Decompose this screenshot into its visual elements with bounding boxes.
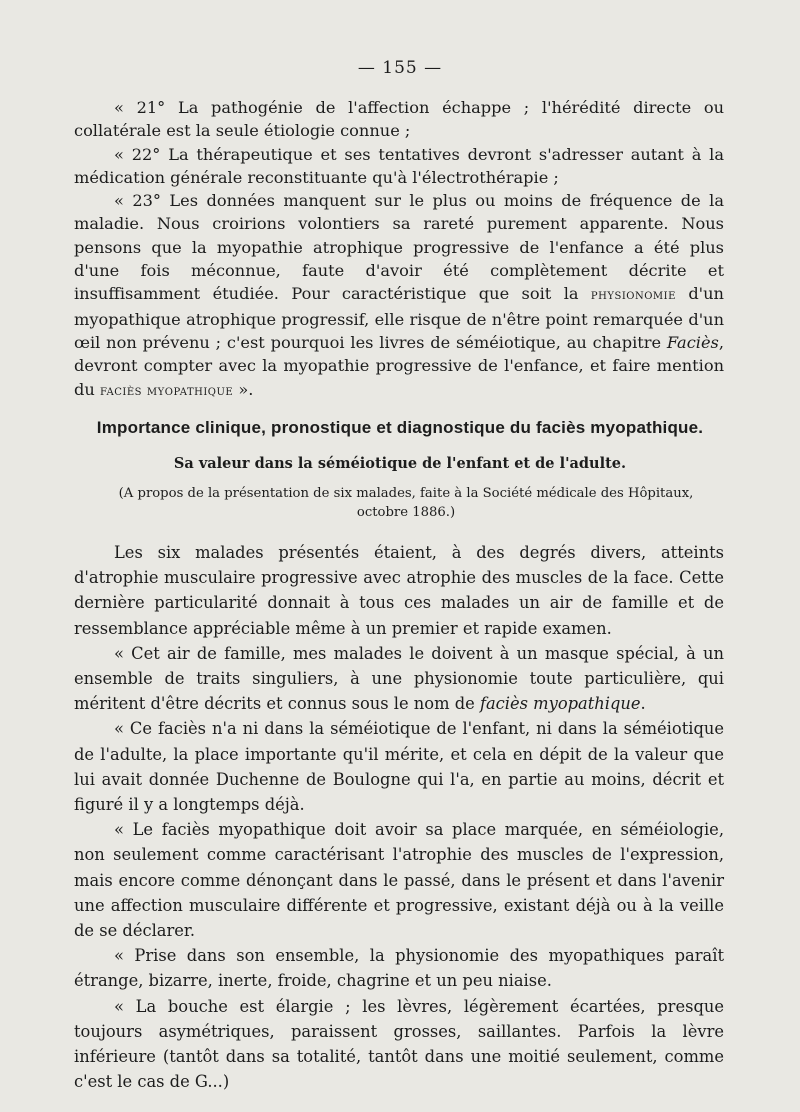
text-run: , devront compter avec la myopathie progressive de l'enfance, et faire mention du bbox=[74, 332, 724, 399]
paragraph-ensemble: « Prise dans son ensemble, la physionomie des myopathiques paraît étrange, bizarre, inerte, froide, chagrine et un peu niaise. bbox=[74, 946, 724, 991]
paragraph-23 bbox=[74, 189, 724, 403]
paragraph-semeiotique: « Ce faciès n'a ni dans la séméiotique de l'enfant, ni dans la séméiotique de l'adulte, la place importante qu'il mérite, et cela en dépit de la valeur que lui avait donnée Duchenne de Boulogne qui l'a, en partie au moins, décrit et figuré il y a longtemps déjà. bbox=[74, 719, 724, 815]
small-caps-facies-myopathique: faciès myopathique bbox=[99, 382, 234, 399]
paragraph-21: « 21° La pathogénie de l'affection échappe ; l'hérédité directe ou collatérale est la seule étiologie connue ; bbox=[74, 98, 724, 141]
text-run: « Cet air de famille, mes malades le doivent à un masque spécial, à un ensemble de traits singuliers, à une physionomie toute particulière, qui méritent d'être décrits et connus sous le nom de bbox=[74, 643, 724, 714]
section-subheading: Sa valeur dans la séméiotique de l'enfant et de l'adulte. bbox=[173, 455, 627, 472]
small-caps-physionomie: physionomie bbox=[590, 287, 676, 304]
text-run: . bbox=[640, 694, 646, 714]
presentation-note: (A propos de la présentation de six malades, faite à la Société médicale des Hôpitaux, octobre 1886.) bbox=[118, 486, 694, 520]
paragraph-family-air bbox=[74, 641, 724, 717]
paragraph-place-marquee: « Le faciès myopathique doit avoir sa place marquée, en séméiologie, non seulement comme caractérisant l'atrophie des muscles de l'expression, mais encore comme dénonçant dans le passé, dans le présent et dans l'avenir une affection musculaire différente et progressive, existant déjà ou à la veille de se déclarer. bbox=[74, 820, 724, 941]
section-main-text bbox=[74, 540, 724, 1094]
italic-facies-myopathique: faciès myopathique bbox=[479, 694, 641, 714]
paragraph-six-patients: Les six malades présentés étaient, à des degrés divers, atteints d'atrophie musculaire progressive avec atrophie des muscles de la face. Cette dernière particularité donnait à tous ces malades un air de famille et de ressemblance appréciable même à un premier et rapide examen. bbox=[74, 543, 724, 638]
text-run: « 23° Les données manquent sur le plus ou moins de fréquence de la maladie. Nous croirions volontiers sa rareté purement apparente. Nous pensons que la myopathie atrophique progressive de l'enfance a été plus d'une fois méconnue, faute d'avoir été complètement décrite et insuffisamment étudiée. Pour caractéristique que soit la bbox=[74, 191, 724, 304]
italic-facies: Faciès bbox=[666, 332, 719, 352]
page-number: — 155 — bbox=[357, 58, 443, 78]
section-top-text bbox=[74, 96, 724, 403]
text-run: d'un myopathique atrophique progressif, elle risque de n'être point remarquée d'un œil non prévenu ; c'est pourquoi les livres de séméiotique, au chapitre bbox=[74, 284, 724, 352]
text-run: ». bbox=[233, 379, 254, 399]
section-heading: Importance clinique, pronostique et diagnostique du faciès myopathique. bbox=[96, 418, 704, 437]
paragraph-bouche: « La bouche est élargie ; les lèvres, légèrement écartées, presque toujours asymétriques, paraissent grosses, saillantes. Parfois la lèvre inférieure (tantôt dans sa totalité, tantôt dans une moitié seulement, comme c'est le cas de G...) bbox=[74, 996, 724, 1092]
paragraph-22: « 22° La thérapeutique et ses tentatives devront s'adresser autant à la médication générale reconstituante qu'à l'électrothérapie ; bbox=[74, 144, 724, 187]
